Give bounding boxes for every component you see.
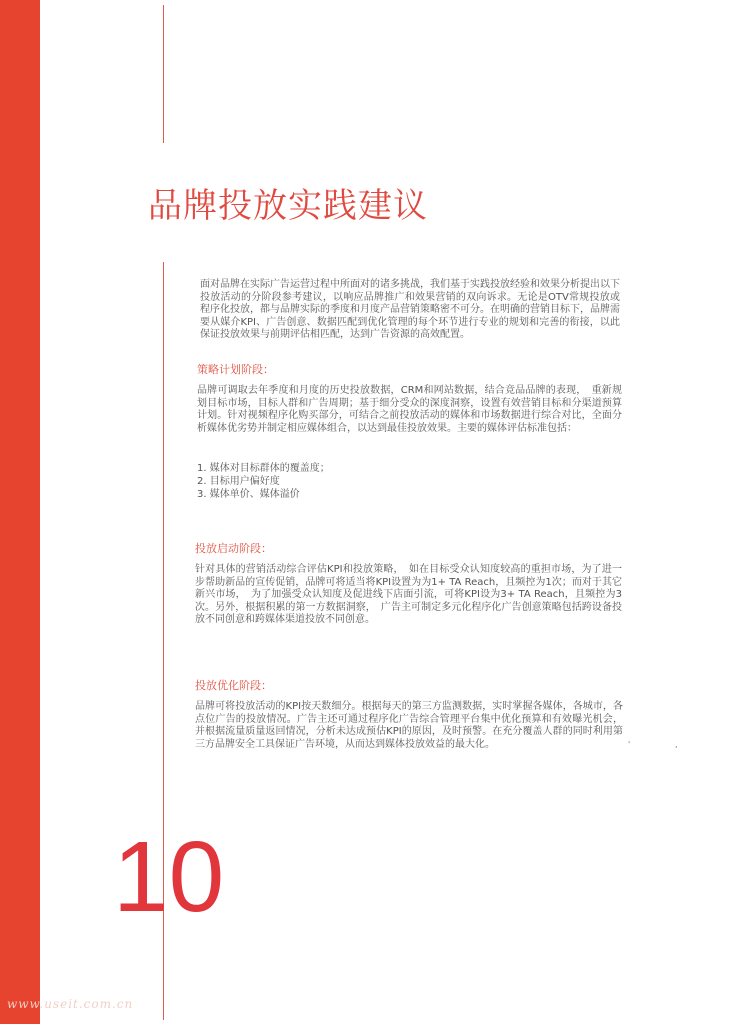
watermark: www.useit.com.cn xyxy=(7,997,134,1011)
vertical-rule-top xyxy=(163,5,164,143)
list-item: 2. 目标用户偏好度 xyxy=(197,476,280,487)
optimize-paragraph: 品牌可将投放活动的KPI按天数细分。根据每天的第三方监测数据，实时掌握各媒体，各城市，各点位广告的投放情况。广告主还可通过程序化广告综合管理平台集中优化预算和有效曝光机会，并根据流量质量返回情况，分析未达成预估KPI的原因，及时预警。在充分覆盖人群的同时利用第三方品牌安全工具保证广告环境，从而达到媒体投放效益的最大化。 xyxy=(195,701,623,750)
stray-mark: , xyxy=(675,740,678,749)
stray-mark: ' xyxy=(628,740,631,749)
section-heading-launch: 投放启动阶段： xyxy=(195,542,272,555)
list-item: 1. 媒体对目标群体的覆盖度； xyxy=(197,463,330,474)
intro-paragraph: 面对品牌在实际广告运营过程中所面对的诸多挑战，我们基于实践投放经验和效果分析提出以下投放活动的分阶段参考建议，以响应品牌推广和效果营销的双向诉求。无论是OTV常规投放或程序化投放，都与品牌实际的季度和月度产品营销策略密不可分。在明确的营销目标下，品牌需要从媒介KPI、广告创意、数据匹配到优化管理的每个环节进行专业的规划和完善的衔接，以此保证投放效果与前期评估相匹配，达到广告资源的高效配置。 xyxy=(200,279,620,340)
list-item: 3. 媒体单价、媒体溢价 xyxy=(197,489,300,500)
launch-paragraph: 针对具体的营销活动综合评估KPI和投放策略， 如在目标受众认知度较高的重担市场，为了进一步帮助新品的宣传促销，品牌可将适当将KPI设置为为1+ TA Reach，且频控为1次；而对于其它新兴市场， 为了加强受众认知度及促进线下店面引流，可将KPI设为3+ TA Reach，且频控为3次。另外，根据积累的第一方数据洞察， 广告主可制定多元化程序化广告创意策略包括跨设备投放不同创意和跨媒体渠道投放不同创意。 xyxy=(195,564,622,625)
left-accent-band xyxy=(0,0,40,1024)
page-title: 品牌投放实践建议 xyxy=(148,186,428,226)
section-heading-strategy: 策略计划阶段： xyxy=(197,363,274,376)
section-heading-optimize: 投放优化阶段： xyxy=(195,679,272,692)
media-criteria-list xyxy=(197,462,330,501)
strategy-paragraph: 品牌可调取去年季度和月度的历史投放数据，CRM和网站数据，结合竞品品牌的表现， 重新规划目标市场，目标人群和广告周期；基于细分受众的深度洞察，设置有效营销目标和分渠道预算计划。针对视频程序化购买部分，可结合之前投放活动的媒体和市场数据进行综合对比，全面分析媒体优劣势并制定相应媒体组合，以达到最佳投放效果。主要的媒体评估标准包括： xyxy=(197,385,622,434)
page-number: 10 xyxy=(113,821,225,933)
